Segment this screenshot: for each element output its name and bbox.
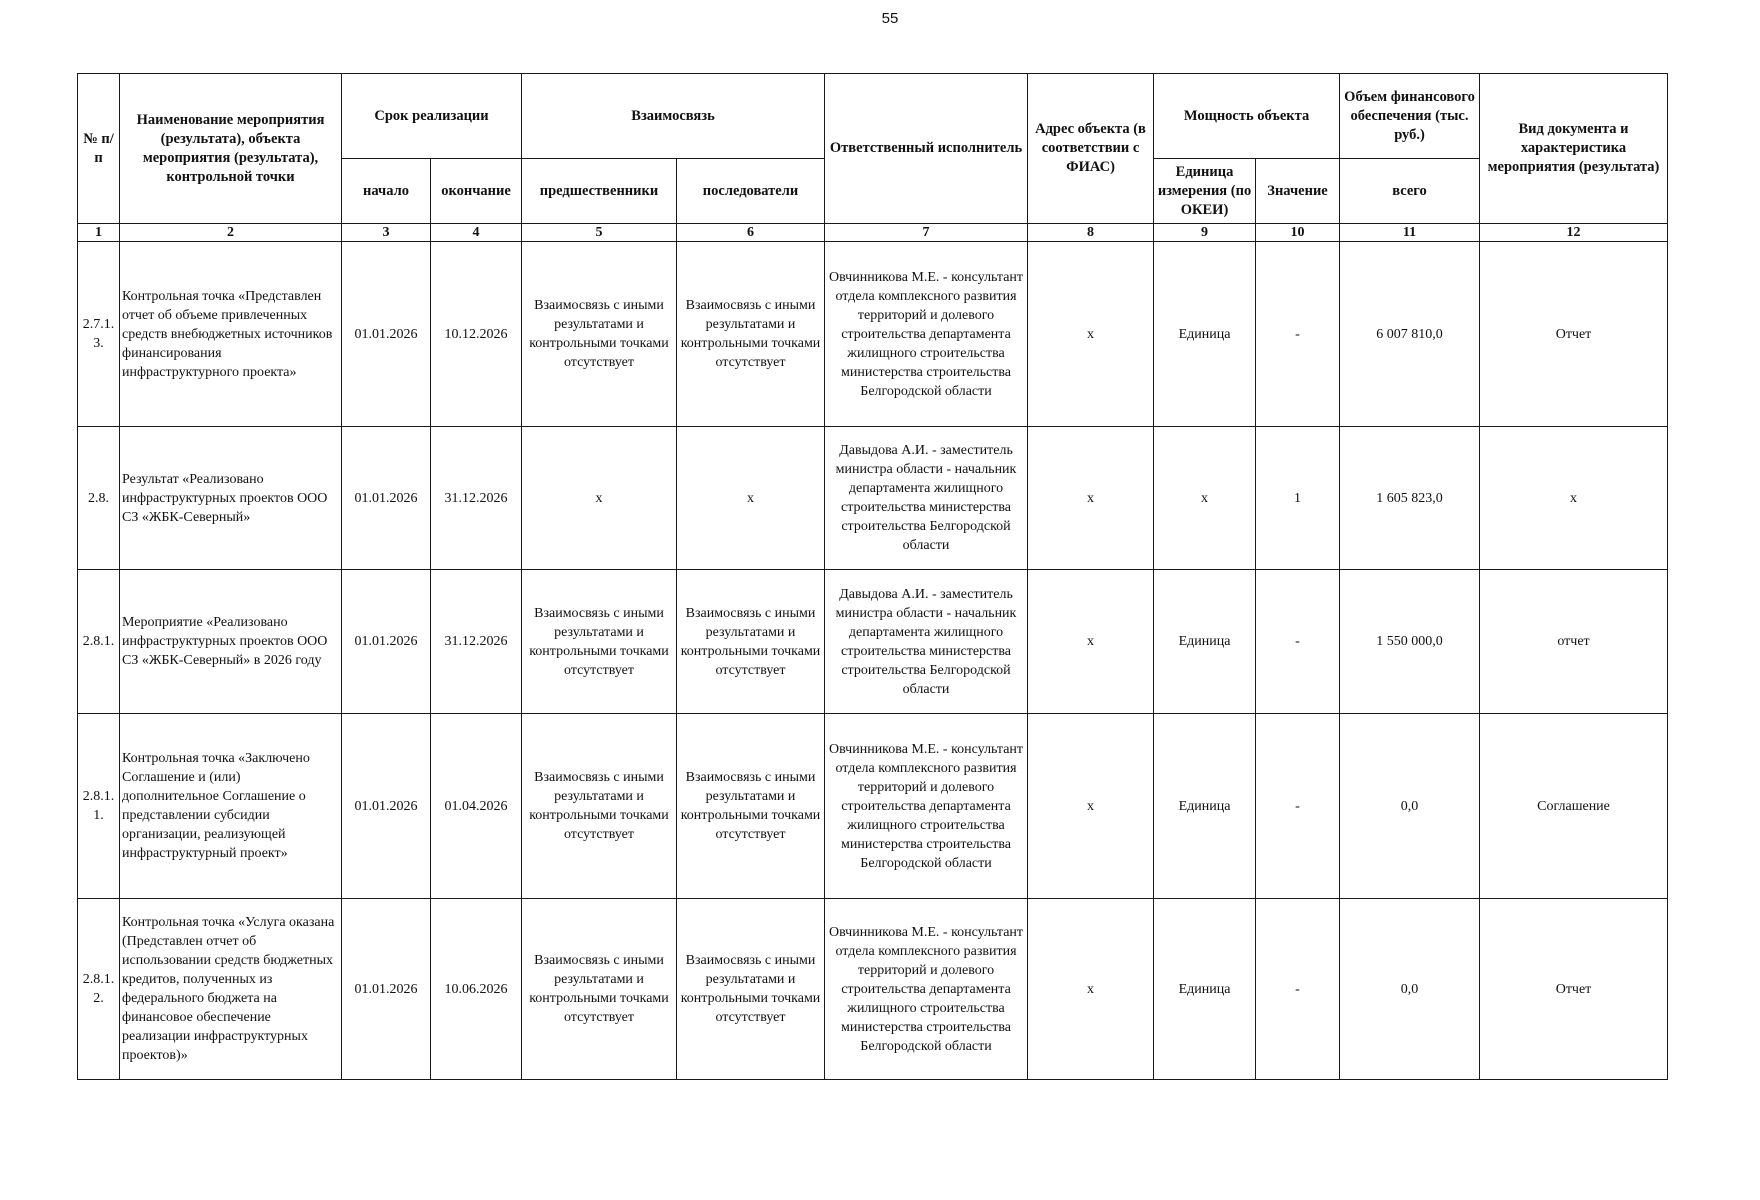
row-doc: отчет: [1480, 570, 1668, 714]
column-number: 12: [1480, 224, 1668, 242]
column-number: 7: [825, 224, 1028, 242]
column-number: 8: [1028, 224, 1154, 242]
header-capacity: Мощность объекта: [1154, 74, 1340, 159]
row-name: Контрольная точка «Услуга оказана (Представлен отчет об использовании средств бюджетных кредитов, полученных из федерального бюджета на финансовое обеспечение реализации инфраструктурных проектов)»: [120, 899, 342, 1080]
column-numbers-row: [78, 224, 1668, 242]
row-name: Результат «Реализовано инфраструктурных проектов ООО СЗ «ЖБК-Северный»: [120, 427, 342, 570]
column-number: 1: [78, 224, 120, 242]
row-finance: 0,0: [1340, 714, 1480, 899]
row-successors: Взаимосвязь с иными результатами и контрольными точками отсутствует: [677, 570, 825, 714]
row-name: Контрольная точка «Представлен отчет об объеме привлеченных средств внебюджетных источников финансирования инфраструктурного проекта»: [120, 242, 342, 427]
row-responsible: Овчинникова М.Е. - консультант отдела комплексного развития территорий и долевого строительства департамента жилищного строительства министерства строительства Белгородской области: [825, 714, 1028, 899]
header-period: Срок реализации: [342, 74, 522, 159]
row-responsible: Овчинникова М.Е. - консультант отдела комплексного развития территорий и долевого строительства департамента жилищного строительства министерства строительства Белгородской области: [825, 899, 1028, 1080]
row-end-date: 01.04.2026: [431, 714, 522, 899]
header-predecessors: предшественники: [522, 159, 677, 224]
header-successors: последователи: [677, 159, 825, 224]
row-successors: Взаимосвязь с иными результатами и контрольными точками отсутствует: [677, 242, 825, 427]
row-unit: Единица: [1154, 570, 1256, 714]
header-responsible: Ответственный исполнитель: [825, 74, 1028, 224]
header-unit: Единица измерения (по ОКЕИ): [1154, 159, 1256, 224]
row-start-date: 01.01.2026: [342, 570, 431, 714]
row-start-date: 01.01.2026: [342, 427, 431, 570]
row-address: x: [1028, 242, 1154, 427]
row-unit: Единица: [1154, 242, 1256, 427]
row-value: 1: [1256, 427, 1340, 570]
row-unit: Единица: [1154, 714, 1256, 899]
row-number: 2.7.1.3.: [78, 242, 120, 427]
row-finance: 0,0: [1340, 899, 1480, 1080]
header-name: Наименование мероприятия (результата), объекта мероприятия (результата), контрольной точки: [120, 74, 342, 224]
row-predecessors: Взаимосвязь с иными результатами и контрольными точками отсутствует: [522, 899, 677, 1080]
column-number: 5: [522, 224, 677, 242]
activities-table: [77, 73, 1668, 1080]
row-doc: x: [1480, 427, 1668, 570]
row-finance: 1 550 000,0: [1340, 570, 1480, 714]
row-address: x: [1028, 570, 1154, 714]
table-row: [78, 242, 1668, 427]
header-address: Адрес объекта (в соответствии с ФИАС): [1028, 74, 1154, 224]
row-predecessors: Взаимосвязь с иными результатами и контрольными точками отсутствует: [522, 714, 677, 899]
column-number: 2: [120, 224, 342, 242]
row-finance: 6 007 810,0: [1340, 242, 1480, 427]
document-table-wrapper: [77, 73, 1668, 1080]
column-number: 3: [342, 224, 431, 242]
row-unit: Единица: [1154, 899, 1256, 1080]
row-doc: Отчет: [1480, 242, 1668, 427]
row-predecessors: Взаимосвязь с иными результатами и контрольными точками отсутствует: [522, 242, 677, 427]
row-successors: Взаимосвязь с иными результатами и контрольными точками отсутствует: [677, 899, 825, 1080]
row-number: 2.8.1.1.: [78, 714, 120, 899]
header-row-1: [78, 74, 1668, 159]
row-end-date: 10.06.2026: [431, 899, 522, 1080]
row-unit: x: [1154, 427, 1256, 570]
header-doc-type: Вид документа и характеристика мероприятия (результата): [1480, 74, 1668, 224]
header-value: Значение: [1256, 159, 1340, 224]
row-number: 2.8.: [78, 427, 120, 570]
row-successors: Взаимосвязь с иными результатами и контрольными точками отсутствует: [677, 714, 825, 899]
row-start-date: 01.01.2026: [342, 899, 431, 1080]
row-predecessors: x: [522, 427, 677, 570]
row-number: 2.8.1.2.: [78, 899, 120, 1080]
header-finance: Объем финансового обеспечения (тыс. руб.): [1340, 74, 1480, 159]
row-doc: Соглашение: [1480, 714, 1668, 899]
table-row: [78, 899, 1668, 1080]
row-successors: x: [677, 427, 825, 570]
row-value: -: [1256, 242, 1340, 427]
table-row: [78, 427, 1668, 570]
row-finance: 1 605 823,0: [1340, 427, 1480, 570]
row-start-date: 01.01.2026: [342, 242, 431, 427]
row-value: -: [1256, 714, 1340, 899]
row-name: Контрольная точка «Заключено Соглашение и (или) дополнительное Соглашение о представлении субсидии организации, реализующей инфраструктурный проект»: [120, 714, 342, 899]
row-end-date: 31.12.2026: [431, 427, 522, 570]
column-number: 11: [1340, 224, 1480, 242]
row-responsible: Давыдова А.И. - заместитель министра области - начальник департамента жилищного строительства министерства строительства Белгородской области: [825, 427, 1028, 570]
table-row: [78, 570, 1668, 714]
row-value: -: [1256, 899, 1340, 1080]
row-start-date: 01.01.2026: [342, 714, 431, 899]
header-period-start: начало: [342, 159, 431, 224]
row-address: x: [1028, 714, 1154, 899]
column-number: 6: [677, 224, 825, 242]
column-number: 4: [431, 224, 522, 242]
row-address: x: [1028, 427, 1154, 570]
column-number: 10: [1256, 224, 1340, 242]
row-value: -: [1256, 570, 1340, 714]
row-end-date: 10.12.2026: [431, 242, 522, 427]
row-responsible: Овчинникова М.Е. - консультант отдела комплексного развития территорий и долевого строительства департамента жилищного строительства министерства строительства Белгородской области: [825, 242, 1028, 427]
page-number: 55: [881, 10, 899, 27]
row-end-date: 31.12.2026: [431, 570, 522, 714]
row-address: x: [1028, 899, 1154, 1080]
header-period-end: окончание: [431, 159, 522, 224]
header-finance-total: всего: [1340, 159, 1480, 224]
header-relation: Взаимосвязь: [522, 74, 825, 159]
row-number: 2.8.1.: [78, 570, 120, 714]
row-name: Мероприятие «Реализовано инфраструктурных проектов ООО СЗ «ЖБК-Северный» в 2026 году: [120, 570, 342, 714]
column-number: 9: [1154, 224, 1256, 242]
row-predecessors: Взаимосвязь с иными результатами и контрольными точками отсутствует: [522, 570, 677, 714]
row-doc: Отчет: [1480, 899, 1668, 1080]
row-responsible: Давыдова А.И. - заместитель министра области - начальник департамента жилищного строительства министерства строительства Белгородской области: [825, 570, 1028, 714]
header-num: № п/п: [78, 74, 120, 224]
table-row: [78, 714, 1668, 899]
